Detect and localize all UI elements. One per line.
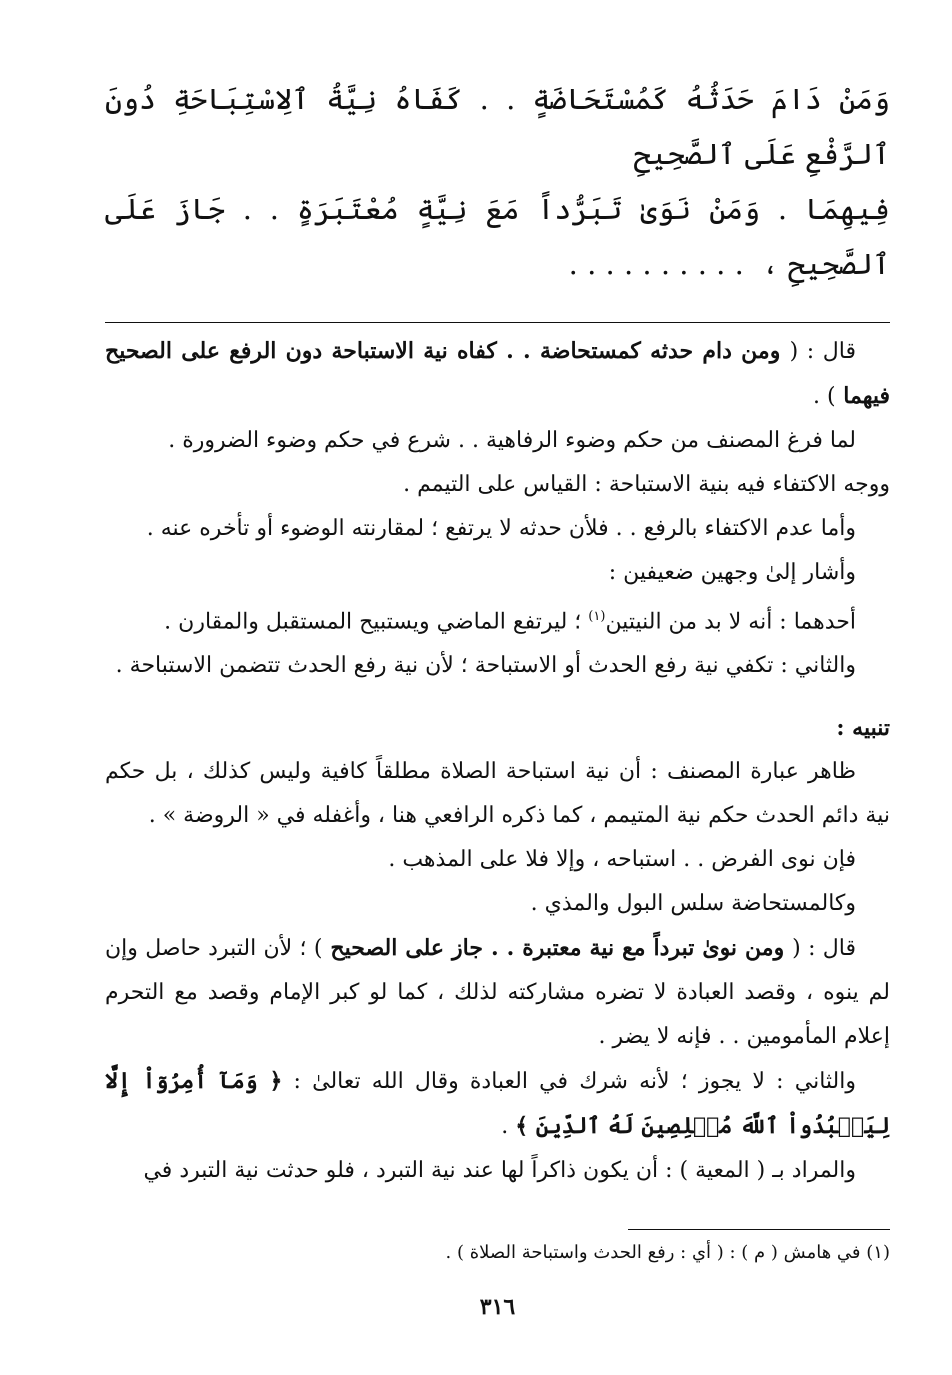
sharh-paragraph: وأما عدم الاكتفاء بالرفع . . فلأن حدثه لا يرتفع ؛ لمقارنته الوضوء أو تأخره عنه . [146,516,856,541]
paragraph-text: والثاني : لا يجوز ؛ لأنه شرك في العبادة وقال الله تعالىٰ : [282,1069,856,1095]
quoted-matn: ومن نوىٰ تبرداً مع نية معتبرة . . جاز على الصحيح [322,935,793,962]
sharh-text [105,329,890,1193]
matn-text [105,72,890,292]
sharh-paragraph: فإن نوى الفرض . . استباحه ، وإلا فلا على المذهب . [388,847,856,873]
sharh-paragraph: ظاهر عبارة المصنف : أن نية استباحة الصلاة مطلقاً كافية وليس كذلك ، بل حكم نية دائم الحدث حكم نية المتيمم ، كما ذكره الرافعي هنا ، وأغفله في « الروضة » . [105,759,890,829]
matn-separator [105,322,890,323]
sharh-paragraph [105,1059,890,1149]
sharh-paragraph: وأشار إلىٰ وجهين ضعيفين : [608,560,856,585]
sharh-paragraph: والثاني : تكفي نية رفع الحدث أو الاستباحة ؛ لأن نية رفع الحدث تتضمن الاستباحة . [115,653,856,679]
qala-prefix: قال : ( [792,936,856,962]
matn-line-1: وَمَنْ دَامَ حَدَثُهُ كَمُسْتَحَاضَةٍ . . كَفَاهُ نِيَّةُ ٱلِاسْتِبَاحَةِ دُونَ ٱلرَّفْعِ عَلَى ٱلصَّحِيحِ [105,82,890,171]
sharh-paragraph [105,926,890,1059]
matn-line-2 [105,182,890,292]
sharh-paragraph: لما فرغ المصنف من حكم وضوء الرفاهية . . شرع في حكم وضوء الضرورة . [168,428,856,453]
qala-suffix: ) . [813,384,836,409]
footnote-ref: (١) [588,609,606,624]
matn-line-2-text: فِيهِمَا . وَمَنْ نَوَىٰ تَبَرُّداً مَعَ نِيَّةٍ مُعْتَبَرَةٍ . . جَازَ عَلَى ٱلصَّحِيحِ ، [105,192,890,281]
paragraph-text: أحدهما : أنه لا بد من النيتين [605,609,856,635]
page-number: ٣١٦ [479,1294,516,1321]
paragraph-text: ؛ ليرتفع الماضي ويستبيح المستقبل والمقارن . [164,609,589,635]
footnote: (١) في هامش ( م ) : ( أي : رفع الحدث واستباحة الصلاة ) . [445,1242,890,1264]
page [105,72,890,1320]
sharh-paragraph: والمراد بـ ( المعية ) : أن يكون ذاكراً لها عند نية التبرد ، فلو حدثت نية التبرد في [143,1158,856,1184]
tanbih-heading: تنبيه : [836,715,890,742]
paragraph-text: . [501,1114,516,1140]
qala-prefix: قال : ( [789,339,856,364]
matn-dots: . . . . . . . . . . [568,247,744,281]
paragraph-text: ) ؛ لأن التبرد حاصل وإن لم ينوه ، وقصد العبادة لا تضره مشاركته لذلك ، كما لو كبر الإمام وقصد مع التحرم إعلام المأمومين . . فإنه لا يضر . [105,936,890,1050]
quran-verse: ﴿ وَمَآ أُمِرُوٓاْ إِلَّا لِيَعۡبُدُواْ ٱللَّهَ مُخۡلِصِينَ لَهُ ٱلدِّينَ ﴾ [105,1068,890,1140]
sharh-paragraph: وكالمستحاضة سلس البول والمذي . [530,891,856,917]
sharh-paragraph [105,329,890,419]
sharh-paragraph [105,595,890,644]
quoted-matn: ومن دام حدثه كمستحاضة . . كفاه نية الاستباحة دون الرفع على الصحيح فيهما [105,338,890,409]
footnote-separator [628,1229,890,1230]
sharh-paragraph: ووجه الاكتفاء فيه بنية الاستباحة : القياس على التيمم . [403,472,890,497]
